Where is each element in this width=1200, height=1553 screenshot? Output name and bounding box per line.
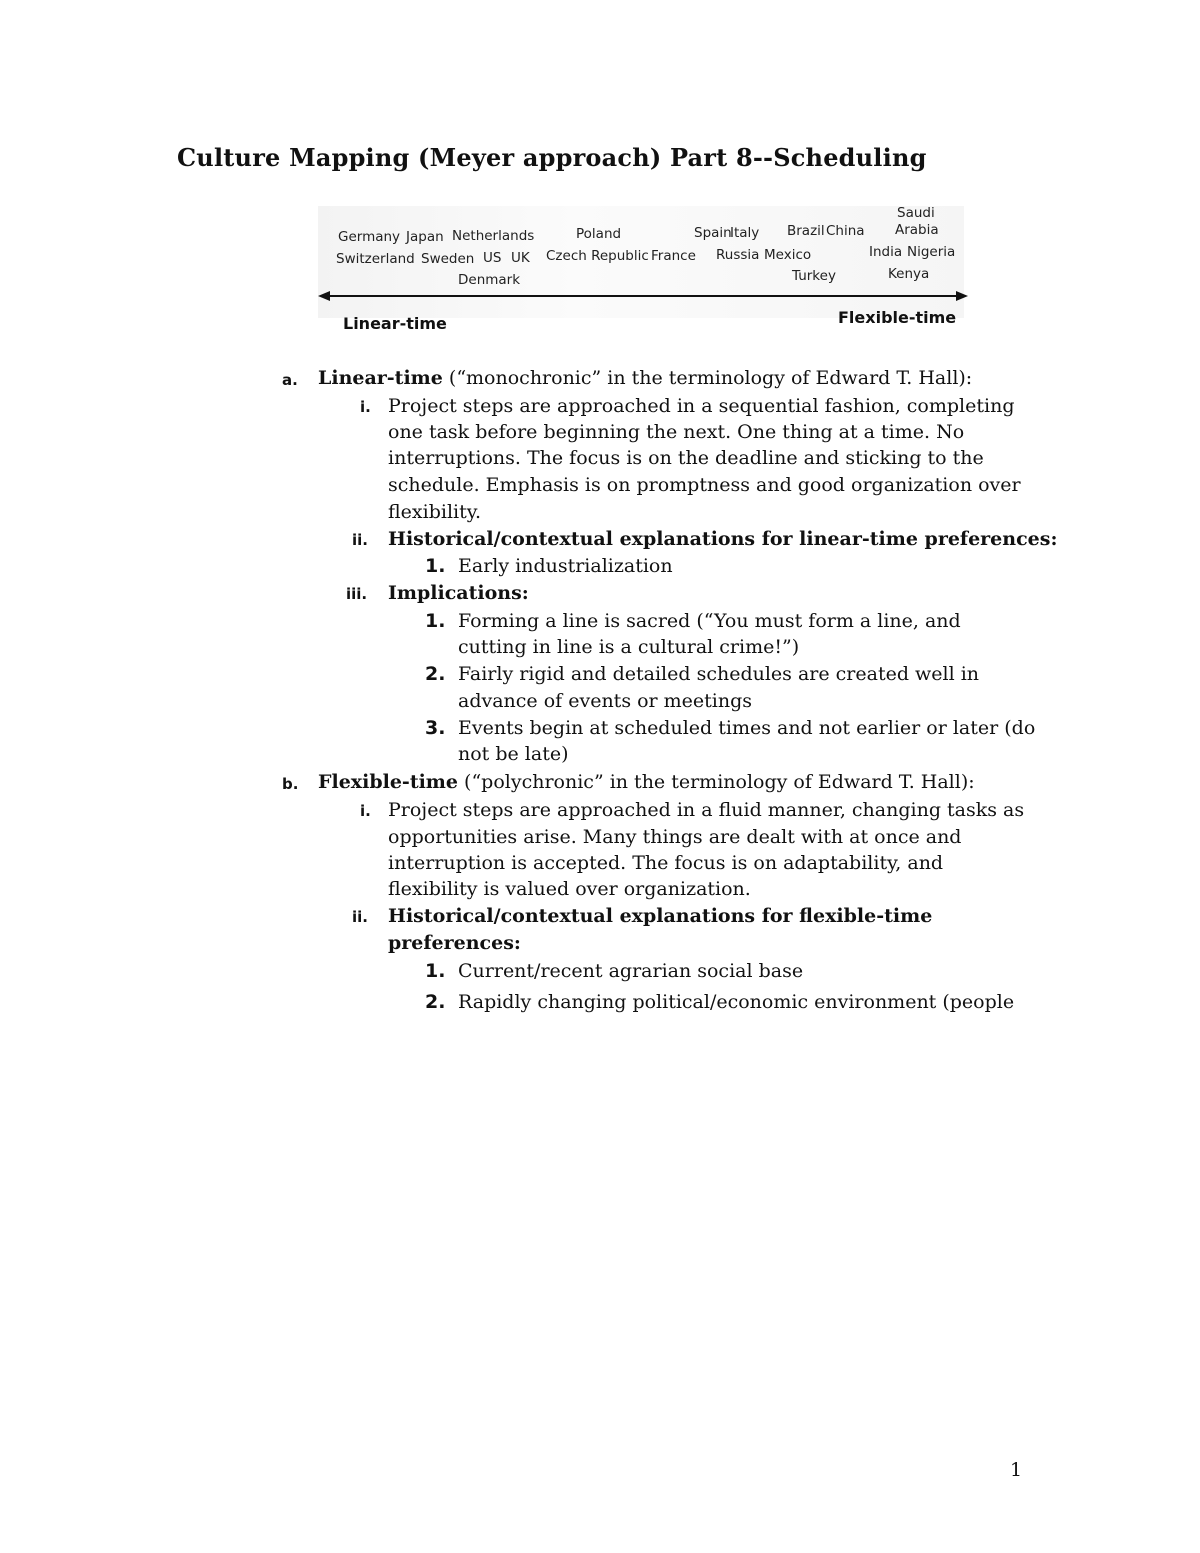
list-marker-b-ii: ii. xyxy=(352,908,368,926)
double-arrow-axis xyxy=(318,289,968,303)
list-marker-b: b. xyxy=(282,775,299,793)
list-item-line: Early industrialization xyxy=(458,555,673,577)
country-spain: Spain xyxy=(694,225,732,241)
country-japan: Japan xyxy=(406,229,444,245)
list-item-line: Fairly rigid and detailed schedules are created well in xyxy=(458,663,980,685)
list-item-line: not be late) xyxy=(458,743,569,765)
country-france: France xyxy=(651,248,696,264)
subsection-heading: Historical/contextual explanations for linear-time preferences: xyxy=(388,528,1058,550)
country-italy: Italy xyxy=(730,225,760,241)
country-nigeria: Nigeria xyxy=(907,244,956,260)
country-germany: Germany xyxy=(338,229,401,245)
list-marker-number: 2. xyxy=(425,663,446,685)
list-marker-number: 1. xyxy=(425,555,446,577)
list-item-line: advance of events or meetings xyxy=(458,690,753,712)
list-marker-number: 1. xyxy=(425,610,446,632)
list-marker-number: 2. xyxy=(425,991,446,1013)
list-marker-b-i: i. xyxy=(360,802,371,820)
list-marker-number: 1. xyxy=(425,960,446,982)
flexible-time-term: Flexible-time xyxy=(318,771,459,793)
list-item-line: flexibility. xyxy=(388,501,481,523)
list-marker-a-i: i. xyxy=(360,398,371,416)
list-marker-a-iii: iii. xyxy=(346,585,368,603)
list-item-line: Rapidly changing political/economic environment (people xyxy=(458,991,1015,1013)
country-russia: Russia xyxy=(716,247,760,263)
flexible-time-label: Flexible-time xyxy=(838,308,957,327)
list-item-line: opportunities arise. Many things are dealt with at once and xyxy=(388,826,962,848)
list-item-line: schedule. Emphasis is on promptness and good organization over xyxy=(388,474,1021,496)
country-arabia: Arabia xyxy=(895,222,939,238)
country-turkey: Turkey xyxy=(792,268,836,284)
list-item-line: one task before beginning the next. One thing at a time. No xyxy=(388,421,965,443)
country-india: India xyxy=(869,244,903,260)
linear-time-term: Linear-time xyxy=(318,367,443,389)
list-item-line: Forming a line is sacred (“You must form a line, and xyxy=(458,610,961,632)
scheduling-scale-figure xyxy=(318,198,968,338)
page-number: 1 xyxy=(1010,1459,1023,1481)
country-switzerland: Switzerland xyxy=(336,251,415,267)
list-item-line: flexibility is valued over organization. xyxy=(388,878,751,900)
list-marker-a-ii: ii. xyxy=(352,531,368,549)
subsection-heading: Historical/contextual explanations for flexible-time xyxy=(388,905,933,927)
country-mexico: Mexico xyxy=(764,247,812,263)
list-item-line: Events begin at scheduled times and not earlier or later (do xyxy=(458,717,1036,739)
flexible-time-description: (“polychronic” in the terminology of Edward T. Hall): xyxy=(458,771,975,793)
country-uk: UK xyxy=(511,250,530,266)
section-b-heading xyxy=(318,769,975,795)
country-sweden: Sweden xyxy=(421,251,475,267)
subsection-heading: Implications: xyxy=(388,582,529,604)
subsection-heading-continued: preferences: xyxy=(388,932,521,954)
list-marker-number: 3. xyxy=(425,717,446,739)
country-china: China xyxy=(826,223,865,239)
linear-time-label: Linear-time xyxy=(343,314,447,333)
country-kenya: Kenya xyxy=(888,266,930,282)
country-poland: Poland xyxy=(576,226,622,242)
list-item-line: Project steps are approached in a fluid manner, changing tasks as xyxy=(388,799,1025,821)
country-brazil: Brazil xyxy=(787,223,825,239)
section-a-heading xyxy=(318,365,972,391)
country-saudi: Saudi xyxy=(897,205,935,221)
list-item-line: interruptions. The focus is on the deadline and sticking to the xyxy=(388,447,984,469)
country-denmark: Denmark xyxy=(458,272,521,288)
list-item-line: interruption is accepted. The focus is on adaptability, and xyxy=(388,852,944,874)
linear-time-description: (“monochronic” in the terminology of Edward T. Hall): xyxy=(442,367,973,389)
country-czech-republic: Czech Republic xyxy=(546,248,649,264)
country-netherlands: Netherlands xyxy=(452,228,535,244)
country-us: US xyxy=(483,250,502,266)
list-item-line: Project steps are approached in a sequential fashion, completing xyxy=(388,395,1015,417)
list-marker-a: a. xyxy=(282,371,298,389)
page-title: Culture Mapping (Meyer approach) Part 8--Scheduling xyxy=(177,143,927,172)
list-item-line: cutting in line is a cultural crime!”) xyxy=(458,636,800,658)
list-item-line: Current/recent agrarian social base xyxy=(458,960,804,982)
